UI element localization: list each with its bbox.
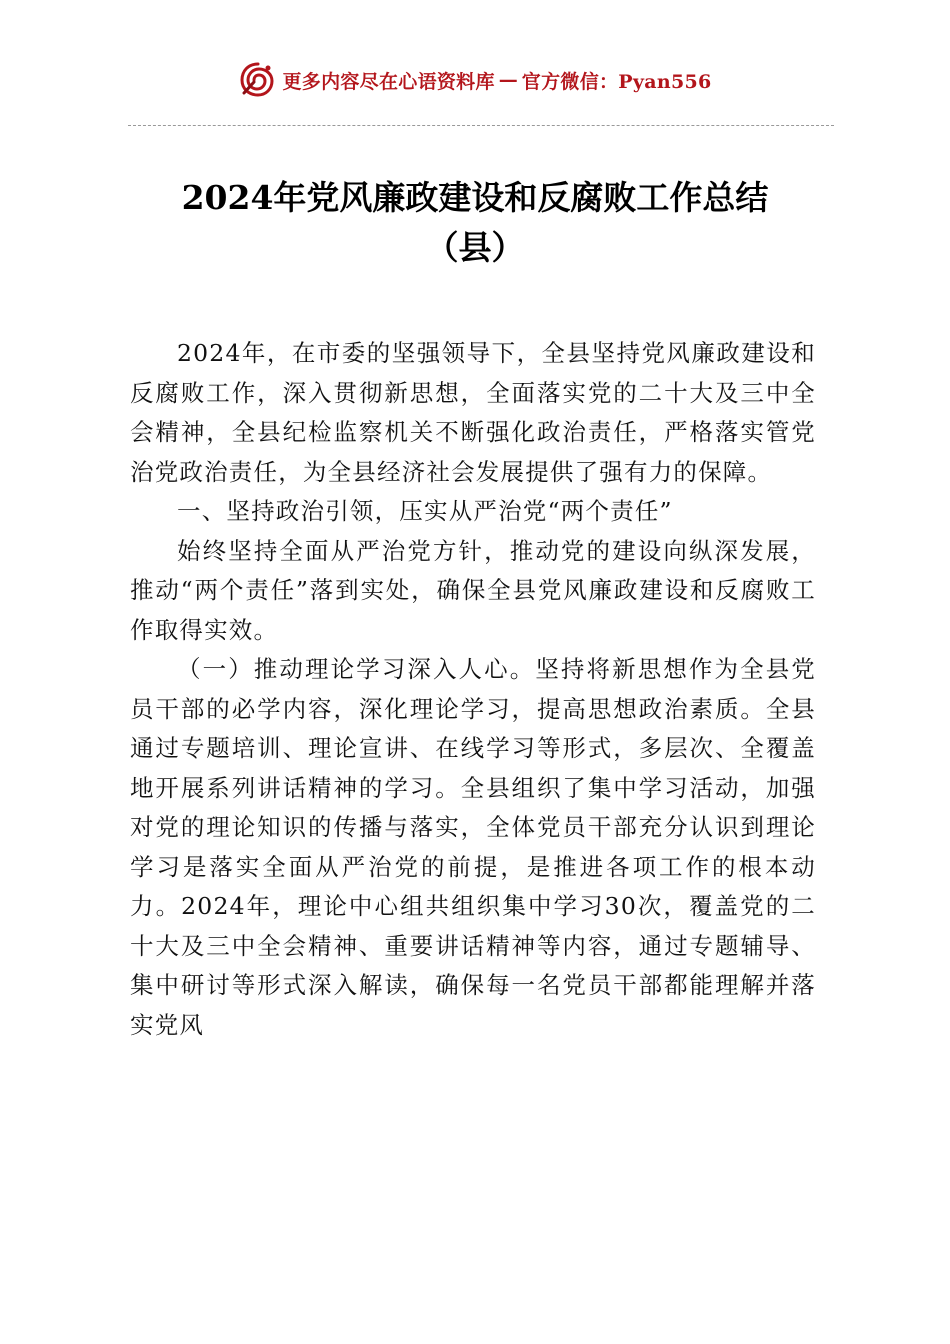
site-name: 更多内容尽在心语资料库 xyxy=(282,70,495,93)
document-title: 2024年党风廉政建设和反腐败工作总结 xyxy=(181,178,769,217)
document-body xyxy=(130,334,816,1045)
paragraph-section-1: 始终坚持全面从严治党方针，推动党的建设向纵深发展，推动“两个责任”落到实处，确保全县党风廉政建设和反腐败工作取得实效。 xyxy=(130,536,816,644)
document-subtitle: （县） xyxy=(425,228,525,267)
section-heading-1: 一、坚持政治引领，压实从严治党“两个责任” xyxy=(177,497,673,525)
paragraph-intro: 2024年，在市委的坚强领导下，全县坚持党风廉政建设和反腐败工作，深入贯彻新思想，全面落实党的二十大及三中全会精神，全县纪检监察机关不断强化政治责任，严格落实管党治党政治责任，为全县经济社会发展提供了强有力的保障。 xyxy=(130,339,816,486)
paragraph-subsection-1: （一）推动理论学习深入人心。坚持将新思想作为全县党员干部的必学内容，深化理论学习，提高思想政治素质。全县通过专题培训、理论宣讲、在线学习等形式，多层次、全覆盖地开展系列讲话精神的学习。全县组织了集中学习活动，加强对党的理论知识的传播与落实，全体党员干部充分认识到理论学习是落实全面从严治党的前提，是推进各项工作的根本动力。2024年，理论中心组共组织集中学习30次，覆盖党的二十大及三中全会精神、重要讲话精神等内容，通过专题辅导、集中研讨等形式深入解读，确保每一名党员干部都能理解并落实党风 xyxy=(130,655,816,1039)
swirl-logo-icon xyxy=(238,60,278,100)
wechat-contact: 官方微信：Pyan556 xyxy=(521,70,712,93)
header-divider xyxy=(128,125,834,126)
header-separator: — xyxy=(498,69,518,91)
page-header xyxy=(0,60,950,100)
